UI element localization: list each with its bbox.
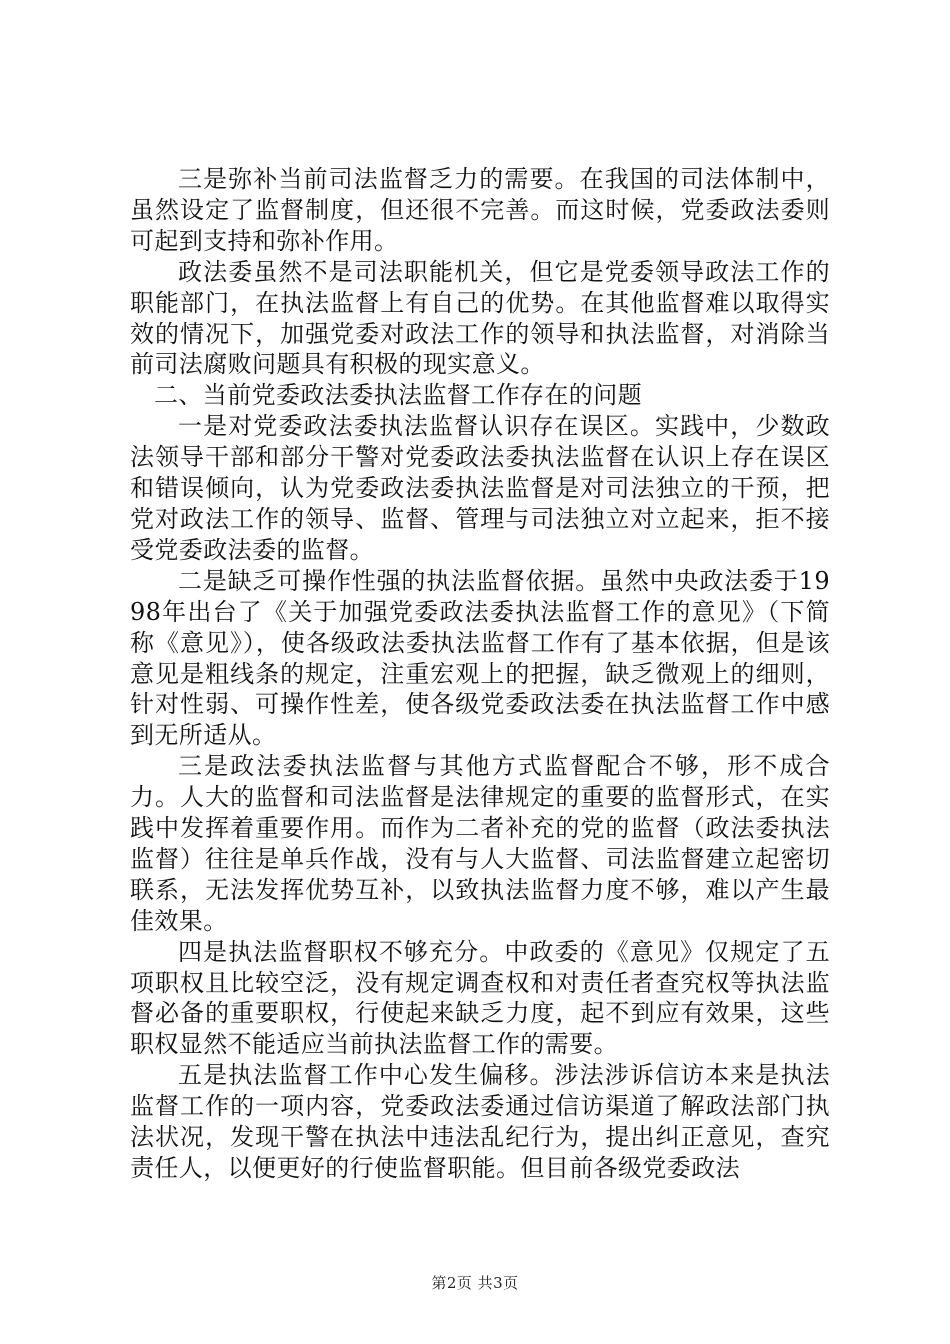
paragraph: 五是执法监督工作中心发生偏移。涉法涉诉信访本来是执法监督工作的一项内容，党委政法委通过信访渠道了解政法部门执法状况，发现干警在执法中违法乱纪行为，提出纠正意见，查究责任人，以便更好的行使监督职能。但目前各级党委政法 <box>130 1061 830 1182</box>
paragraph: 三是政法委执法监督与其他方式监督配合不够，形不成合力。人大的监督和司法监督是法律规定的重要的监督形式，在实践中发挥着重要作用。而作为二者补充的党的监督（政法委执法监督）往往是单兵作战，没有与人大监督、司法监督建立起密切联系，无法发挥优势互补，以致执法监督力度不够，难以产生最佳效果。 <box>130 752 830 935</box>
paragraph: 一是对党委政法委执法监督认识存在误区。实践中，少数政法领导干部和部分干警对党委政法委执法监督在认识上存在误区和错误倾向，认为党委政法委执法监督是对司法独立的干预，把党对政法工作的领导、监督、管理与司法独立对立起来，拒不接受党委政法委的监督。 <box>130 412 830 564</box>
paragraph: 二是缺乏可操作性强的执法监督依据。虽然中央政法委于1998年出台了《关于加强党委政法委执法监督工作的意见》（下简称《意见》），使各级政法委执法监督工作有了基本依据，但是该意见是粗线条的规定，注重宏观上的把握，缺乏微观上的细则，针对性弱、可操作性差，使各级党委政法委在执法监督工作中感到无所适从。 <box>130 566 830 750</box>
section-heading: 二、当前党委政法委执法监督工作存在的问题 <box>154 381 642 410</box>
paragraph: 三是弥补当前司法监督乏力的需要。在我国的司法体制中，虽然设定了监督制度，但还很不完善。而这时候，党委政法委则可起到支持和弥补作用。 <box>130 165 830 255</box>
paragraph: 政法委虽然不是司法职能机关，但它是党委领导政法工作的职能部门，在执法监督上有自己的优势。在其他监督难以取得实效的情况下，加强党委对政法工作的领导和执法监督，对消除当前司法腐败问题具有积极的现实意义。 <box>130 257 830 379</box>
paragraph: 四是执法监督职权不够充分。中政委的《意见》仅规定了五项职权且比较空泛，没有规定调查权和对责任者查究权等执法监督必备的重要职权，行使起来缺乏力度，起不到应有效果，这些职权显然不能适应当前执法监督工作的需要。 <box>130 937 830 1059</box>
document-body <box>130 164 830 1184</box>
page-footer: 第2页 共3页 <box>431 1274 519 1292</box>
